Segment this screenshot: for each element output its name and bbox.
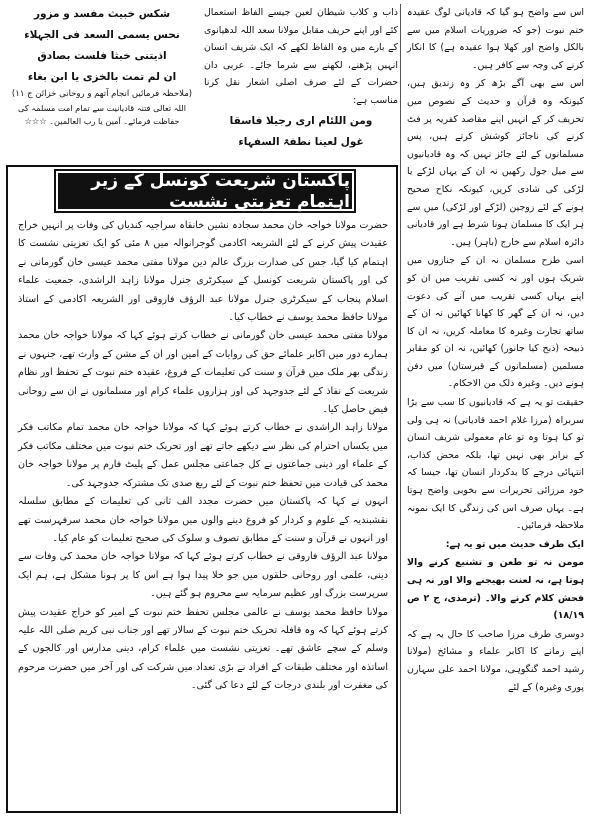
arabic-verse: ان لم تمت بالخزی یا ابن بغاء: [27, 71, 177, 83]
right-column: [400, 4, 584, 814]
closing-prayer: اللہ تعالی فتنہ قادیانیت سے تمام امت مسلمہ کی حفاظت فرمائے۔ آمین یا رب العالمین۔ ☆☆☆: [18, 103, 186, 126]
right-paragraph: اس سے واضح ہو گیا کہ قادیانی لوگ عقیدہ ختم نبوت (جو کہ ضروریات اسلام میں سے بالکل واضح اور کھلا ہوا عقیدہ ہے) کا انکار کرنے کی وجہ سے کافر ہیں۔: [407, 7, 584, 71]
arabic-verse: نحس یسمی السعد فی الجہلاء: [24, 29, 180, 41]
middle-column: [204, 4, 398, 164]
news-paragraph: انہوں نے کہا کہ پاکستان میں حضرت مجدد الف ثانی کی تعلیمات کے مطابق سلسلہ نقشبندیہ کے علوم و کردار کو فروغ دینے والوں میں مولانا خواجہ خان محمد سرفہرست تھے اور انہوں نے قرآن و سنت کے مطابق تصوف و سلوک کی صحیح تعلیمات کو عام کیا۔: [18, 496, 388, 544]
news-paragraph: مولانا حافظ محمد یوسف نے عالمی مجلس تحفظ ختم نبوت کے امیر کو خراج عقیدت پیش کرتے ہوئے کہا کہ وہ قافلہ تحریک ختم نبوت کے سالار تھے اور جناب نبی کریم صلی اللہ علیہ وسلم کے سچے عاشق تھے۔ تعزیتی نشست میں علماء کرام، دینی مدارس اور کالجوں کے اساتذہ اور مختلف طبقات کے افراد نے بڑی تعداد میں شرکت کی اور آخر میں حضرت مرحوم کی مغفرت اور بلندی درجات کے لئے دعا کی گئی۔: [18, 606, 388, 692]
right-paragraph: دوسری طرف مرزا صاحب کا حال یہ ہے کہ اپنے زمانے کا اکابر علماء و مشائخ (مولانا رشید احمد گنگوہی، مولانا احمد علی سہارن پوری وغیرہ) کے لئے: [407, 628, 584, 693]
news-body: [18, 217, 388, 807]
source-credit: (ملاحظہ فرمائیں انجام آتھم و روحانی خزائن ج ۱۱): [11, 89, 193, 99]
news-paragraph: مولانا عبد الرؤف فاروقی نے خطاب کرتے ہوئے کہا کہ مولانا خواجہ خان محمد کی وفات سے دینی، علمی اور روحانی حلقوں میں جو خلا پیدا ہوا ہے اس کا پر ہونا مشکل ہے، ہم ایک سرپرست بزرگ اور عظیم سرمایہ سے محروم ہو گئے ہیں۔: [18, 551, 388, 600]
right-paragraph: حقیقت تو یہ ہے کہ قادیانیوں کا سب سے بڑا سربراہ (مرزا غلام احمد قادیانی) نہ ہی ولی تو کیا ہوتا وہ تو عام معمولی شریف انسان کے برابر بھی نہیں تھا، بلکہ محض کذاب، انتہائی درجے کا بدکردار انسان تھا، جیسا کہ خود مرزائی تحریرات سے بخوبی واضح ہوتا ہے۔ یہاں صرف اس کی زندگی کا ایک نمونہ ملاحظہ فرمائیں۔: [407, 397, 584, 532]
news-box: [6, 165, 398, 813]
left-column: [4, 4, 200, 164]
arabic-verse: ومن اللئام اری رجیلا فاسقا: [229, 114, 373, 127]
right-paragraph: اس سے بھی آگے بڑھ کر وہ زندیق ہیں، کیونکہ وہ قرآن و حدیث کے نصوص میں تحریف کر کے انہیں اپنے مقاصد کفریہ پر فٹ کرنے کی ناجائز کوشش کرتے ہیں، پس مسلمانوں کے لئے جائز نہیں کہ وہ قادیانیوں سے میل جول رکھیں نہ ان کے یہاں لڑکے یا لڑکی کی شادی کریں، کیونکہ نکاح صحیح ہونے کے لئے زوجین (لڑکے اور لڑکی) میں سے ہر ایک کا مسلمان ہونا شرط ہے اور قادیانی دائرہ اسلام سے خارج (باہر) ہیں۔: [407, 78, 584, 248]
news-paragraph: مولانا مفتی محمد عیسی خان گورمانی نے خطاب کرتے ہوئے کہا کہ مولانا خواجہ خان محمد ہمارے دور میں اکابر علمائے حق کی روایات کے امین اور ان کے مشن کے وارث تھے، جنہوں نے زندگی بھر ملک میں قرآن و سنت کی تعلیمات کے فروغ، عقیدہ ختم نبوت کے تحفظ اور نظام شریعت کے نفاذ کے لئے جدوجہد کی اور ہزاروں علماء کرام اور مسلمانوں نے ان سے روحانی فیض حاصل کیا۔: [18, 330, 388, 416]
middle-paragraph: ذاب و کلاب شیطان لعین جیسے الفاظ استعمال کئے اور اپنے حریف مقابل مولانا سعد اللہ لدھیانوی کے بارے میں وہ الفاظ لکھے کہ ایک شریف انسان انہیں پڑھنے، لکھنے سے شرما جائے۔ عربی دان حضرات کے لئے صرف اصلی اشعار نقل کرنا مناسب ہے:: [204, 7, 398, 106]
news-paragraph: مولانا زاہد الراشدی نے خطاب کرتے ہوئے کہا کہ مولانا خواجہ خان محمد تمام مکاتب فکر میں یکساں احترام کی نظر سے دیکھے جاتے تھے اور تحریک ختم نبوت میں مختلف مکاتب فکر کے علماء اور دینی جماعتوں نے کل جماعتی مجلس عمل کے پلیٹ فارم پر مولانا خواجہ خان محمد کی قیادت میں تحفظ ختم نبوت کے لئے ربع صدی تک مشترکہ جدوجہد کی۔: [18, 422, 388, 489]
arabic-verse: اذیتنی خبثا فلست بصادق: [37, 50, 167, 62]
news-paragraph: حضرت مولانا خواجہ خان محمد سجادہ نشین خانقاہ سراجیہ کندیاں کی وفات پر انہیں خراج عقیدت پیش کرنے کے لئے الشریعہ اکادمی گوجرانوالہ میں ۸ مئی کو ایک تعزیتی نشست کا اہتمام کیا گیا، جس کی صدارت بزرگ عالم دین مولانا مفتی محمد عیسی خان گورمانی نے کی اور پاکستان شریعت کونسل کے سیکرٹری جنرل مولانا زاہد الراشدی، جمعیت علماء اسلام پنجاب کے سیکرٹری جنرل مولانا عبد الرؤف فاروقی اور الشریعہ اکادمی کے استاذ مولانا حافظ محمد یوسف نے خطاب کیا۔: [18, 220, 388, 324]
arabic-verse: شکس خبیث مفسد و مزور: [33, 8, 171, 20]
arabic-verse: غول لعینا نطفۃ السفہاء: [238, 135, 364, 148]
news-headline: پاکستان شریعت کونسل کے زیر اہتمام تعزیتی نشست: [58, 173, 352, 209]
right-paragraph: ایک طرف حدیث میں تو یہ ہے:: [445, 538, 584, 550]
hadith-quote: مومن نہ تو طعن و تشنیع کرنے والا ہوتا ہے، نہ لعنت بھیجنے والا اور نہ ہی فحش کلام کرنے والا۔ (ترمذی، ج ۲ ص ۱۸/۱۹): [407, 557, 584, 622]
right-paragraph: اسی طرح مسلمان نہ ان کے جنازوں میں شریک ہوں اور نہ کسی تقریب میں ان کو اپنے یہاں کسی تقریب میں آنے کی دعوت دیں، نہ ان کے گھر کا کھانا کھائیں نہ ان کے ساتھ تجارت وغیرہ کا معاملہ کریں، نہ ان کا ذبیحہ (ذبح کیا جانور) کھائیں، نہ ان کو مقابر مسلمین (مسلمانوں کے قبرستان) میں دفن ہونے دیں۔ وغیرہ ذلک من الاحکام۔: [407, 255, 584, 390]
